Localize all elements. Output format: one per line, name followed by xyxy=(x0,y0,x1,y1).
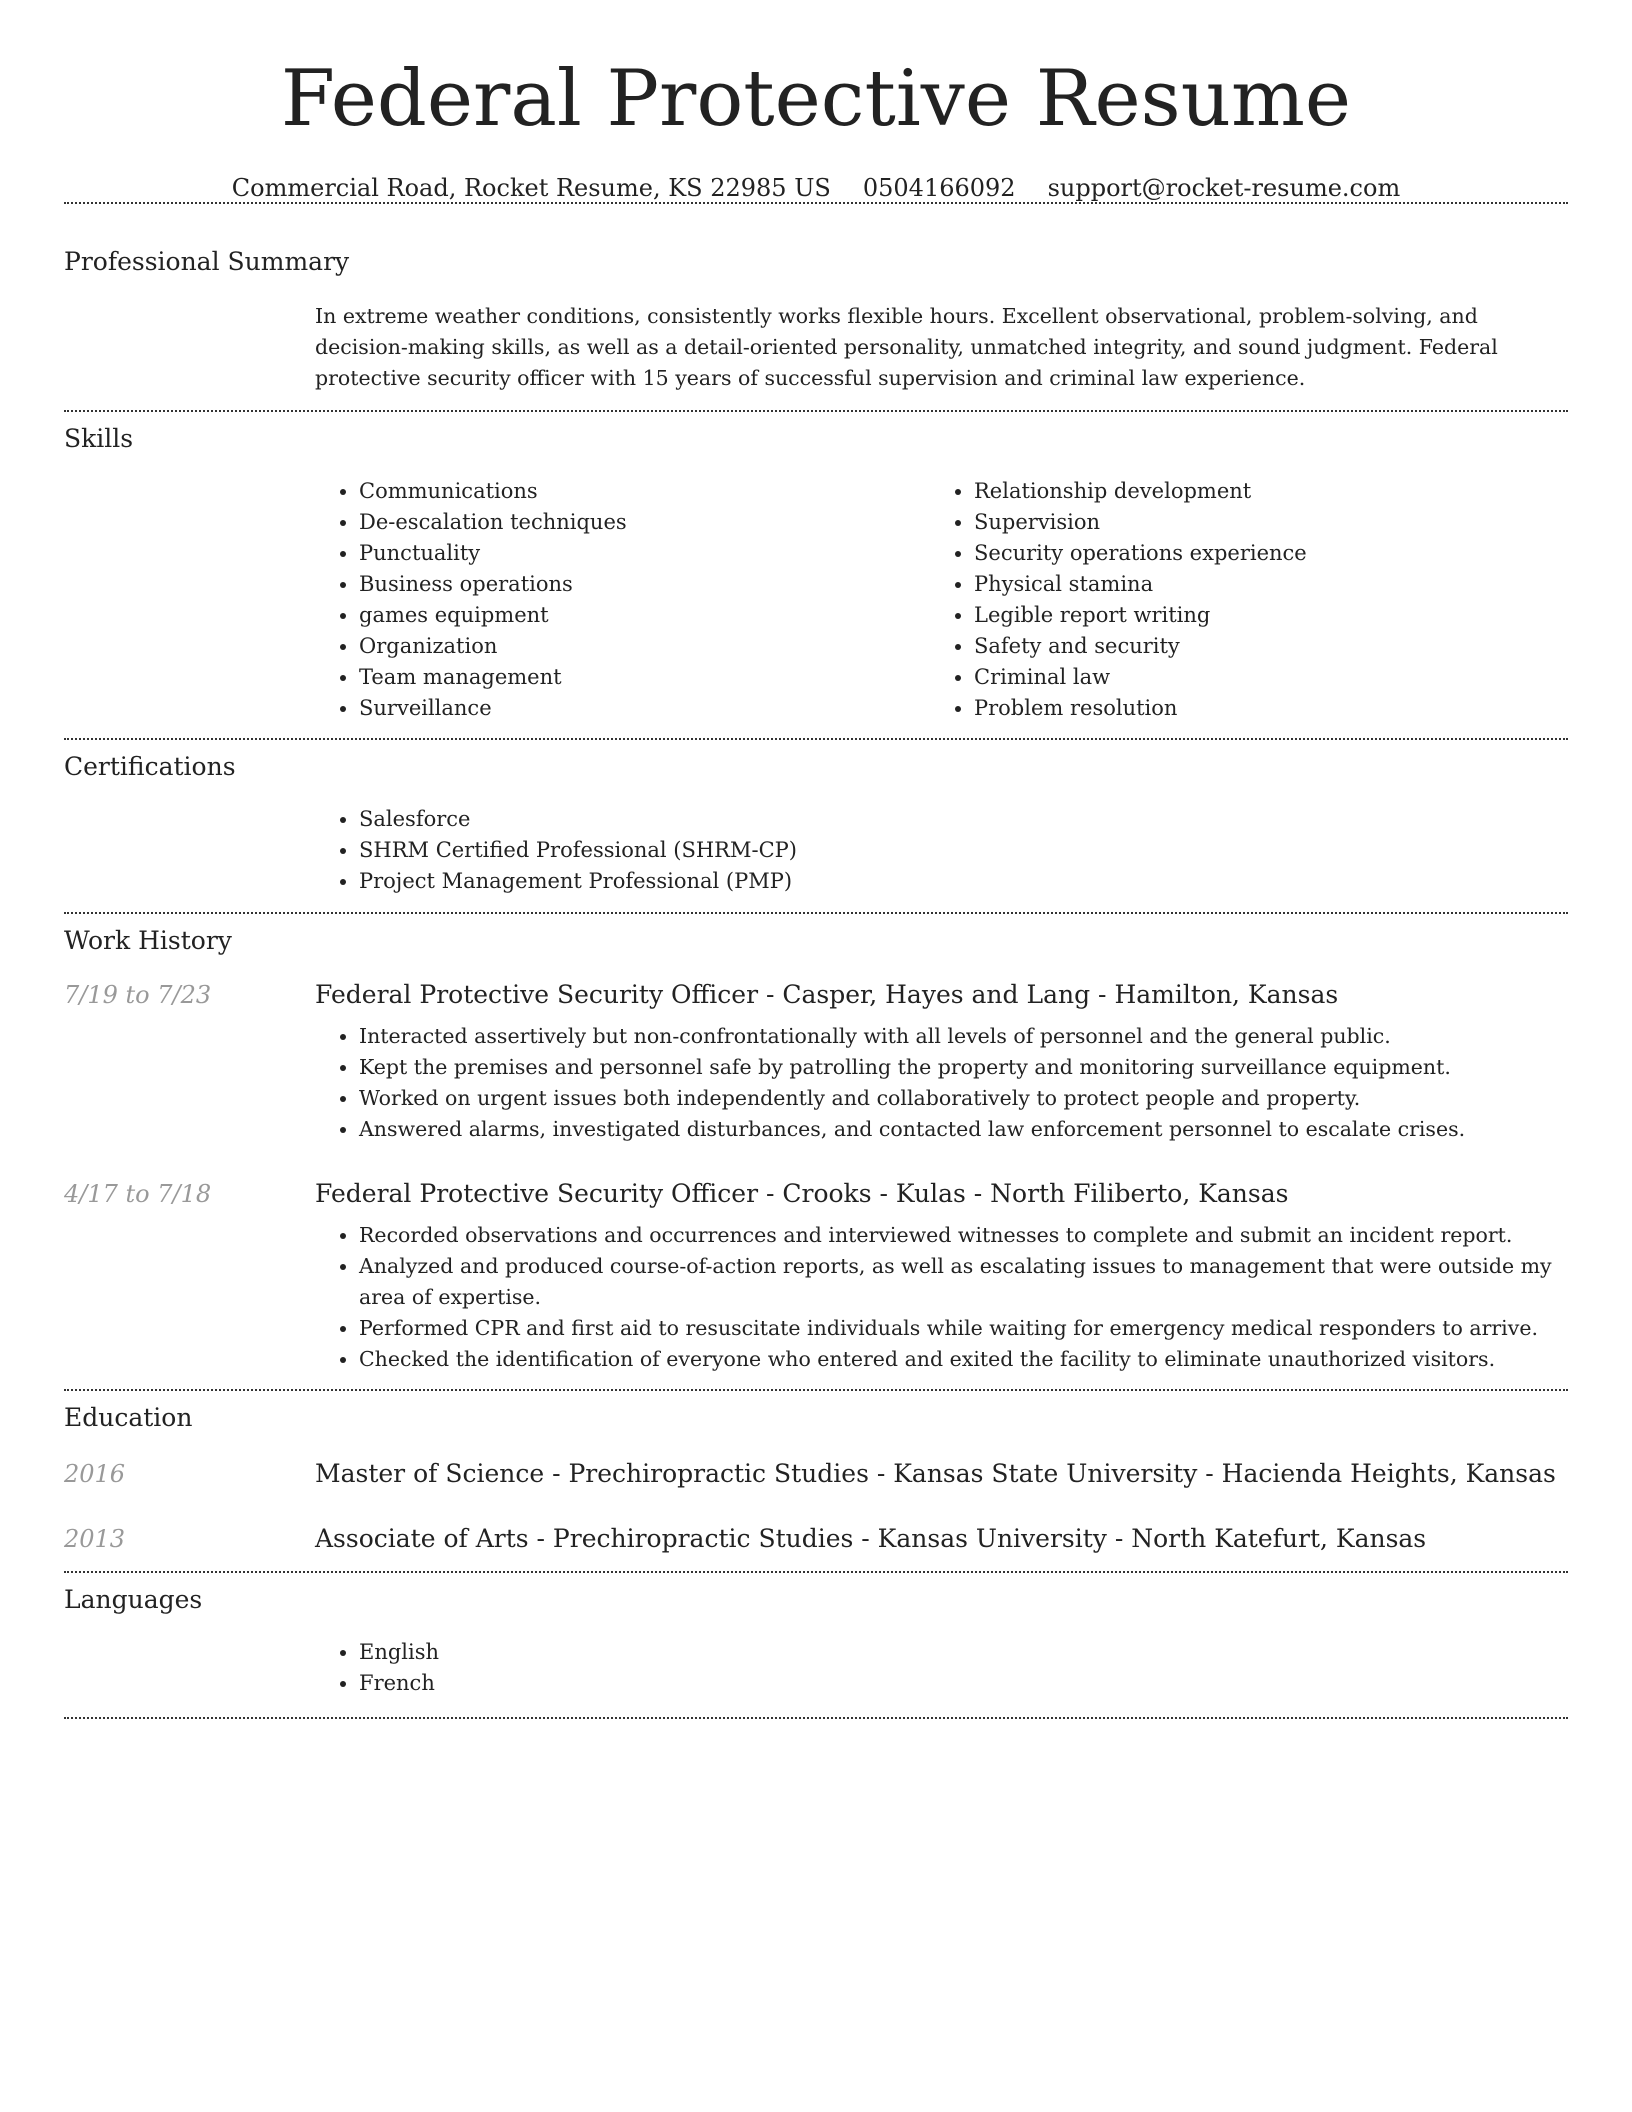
list-item: • Salesforce xyxy=(359,804,1568,835)
list-item: • Kept the premises and personnel safe by patrolling the property and monitoring surveillance equipment. xyxy=(359,1052,1568,1083)
certifications-section xyxy=(64,740,1568,912)
education-title: Associate of Arts - Prechiropractic Studies - Kansas University - North Katefurt, Kansas xyxy=(315,1524,1427,1553)
list-item: • games equipment xyxy=(359,600,930,631)
contact-email: support@rocket-resume.com xyxy=(1047,174,1401,202)
list-item: • Interacted assertively but non-confrontationally with all levels of personnel and the general public. xyxy=(359,1021,1568,1052)
certifications-list xyxy=(315,804,1568,897)
list-item: • Relationship development xyxy=(974,476,1568,507)
list-item: • Answered alarms, investigated disturbances, and contacted law enforcement personnel to escalate crises. xyxy=(359,1114,1568,1145)
list-item: • Project Management Professional (PMP) xyxy=(359,866,1568,897)
section-title: Education xyxy=(64,1403,193,1432)
section-title: Work History xyxy=(64,926,232,955)
list-item: • Safety and security xyxy=(974,631,1568,662)
job-dates: 7/19 to 7/23 xyxy=(64,981,212,1009)
job-entry xyxy=(64,980,1568,1145)
contact-address: Commercial Road, Rocket Resume, KS 22985 US xyxy=(231,174,831,202)
list-item: • English xyxy=(359,1637,1568,1668)
languages-list xyxy=(315,1637,1568,1699)
languages-section xyxy=(64,1573,1568,1717)
list-item: • SHRM Certified Professional (SHRM-CP) xyxy=(359,835,1568,866)
summary-text: In extreme weather conditions, consistently works flexible hours. Excellent observational, problem-solving, and decision-making skills, as well as a detail-oriented personality, unmatched integrity, and sound judgment. Federal protective security officer with 15 years of successful supervision and criminal law experience. xyxy=(315,304,1498,390)
section-title: Professional Summary xyxy=(64,247,350,276)
education-entry xyxy=(64,1459,1568,1488)
list-item: • Analyzed and produced course-of-action reports, as well as escalating issues to management that were outside my area of expertise. xyxy=(359,1251,1568,1313)
job-dates: 4/17 to 7/18 xyxy=(64,1180,212,1208)
job-title: Federal Protective Security Officer - Casper, Hayes and Lang - Hamilton, Kansas xyxy=(315,980,1339,1009)
list-item: • Checked the identification of everyone who entered and exited the facility to eliminate unauthorized visitors. xyxy=(359,1344,1568,1375)
list-item: • Problem resolution xyxy=(974,693,1568,724)
list-item: • Criminal law xyxy=(974,662,1568,693)
section-title: Languages xyxy=(64,1585,203,1614)
resume-header xyxy=(64,0,1568,202)
list-item: • De-escalation techniques xyxy=(359,507,930,538)
list-item: • Security operations experience xyxy=(974,538,1568,569)
list-item: • Legible report writing xyxy=(974,600,1568,631)
list-item: • Supervision xyxy=(974,507,1568,538)
section-title: Skills xyxy=(64,424,134,453)
job-bullets xyxy=(315,1220,1568,1375)
skills-section xyxy=(64,412,1568,738)
education-entry xyxy=(64,1524,1568,1553)
education-year: 2013 xyxy=(64,1525,126,1553)
job-title: Federal Protective Security Officer - Crooks - Kulas - North Filiberto, Kansas xyxy=(315,1179,1289,1208)
education-title: Master of Science - Prechiropractic Studies - Kansas State University - Hacienda Heights, Kansas xyxy=(315,1459,1556,1488)
section-title: Certifications xyxy=(64,752,236,781)
list-item: • Performed CPR and first aid to resuscitate individuals while waiting for emergency medical responders to arrive. xyxy=(359,1313,1568,1344)
list-item: • Punctuality xyxy=(359,538,930,569)
job-entry xyxy=(64,1179,1568,1375)
skills-list-left xyxy=(315,476,930,724)
list-item: • Communications xyxy=(359,476,930,507)
list-item: • French xyxy=(359,1668,1568,1699)
work-history-section xyxy=(64,914,1568,1389)
list-item: • Organization xyxy=(359,631,930,662)
education-year: 2016 xyxy=(64,1460,126,1488)
resume-name: Federal Protective Resume xyxy=(280,54,1352,144)
list-item: • Worked on urgent issues both independently and collaboratively to protect people and property. xyxy=(359,1083,1568,1114)
list-item: • Team management xyxy=(359,662,930,693)
list-item: • Recorded observations and occurrences and interviewed witnesses to complete and submit an incident report. xyxy=(359,1220,1568,1251)
divider xyxy=(64,1717,1568,1719)
list-item: • Business operations xyxy=(359,569,930,600)
list-item: • Surveillance xyxy=(359,693,930,724)
summary-section xyxy=(64,204,1568,410)
skills-list-right xyxy=(930,476,1568,724)
contact-phone: 0504166092 xyxy=(862,174,1016,202)
list-item: • Physical stamina xyxy=(974,569,1568,600)
education-section xyxy=(64,1391,1568,1571)
job-bullets xyxy=(315,1021,1568,1145)
contact-line xyxy=(64,174,1568,202)
